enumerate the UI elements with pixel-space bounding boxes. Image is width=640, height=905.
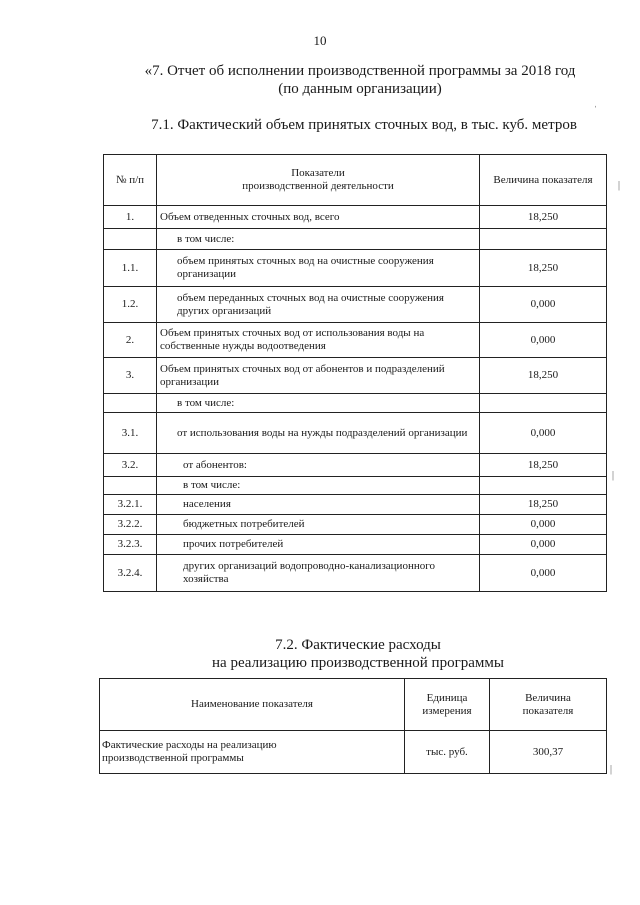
row-number-cell [104, 229, 157, 250]
row-indicator-cell: Объем отведенных сточных вод, всего [157, 206, 480, 229]
row-number-cell: 3.1. [104, 413, 157, 454]
row-number-cell: 3.2.4. [104, 555, 157, 592]
section-heading-7-1: 7.1. Фактический объем принятых сточных вод, в тыс. куб. метров [151, 117, 577, 133]
row-indicator-cell: от использования воды на нужды подразделений организации [157, 413, 480, 454]
table-row [104, 287, 607, 323]
header-unit-line2: измерения [422, 704, 472, 717]
section-heading-7-2-line1: 7.2. Фактические расходы [275, 637, 441, 653]
wastewater-volume-table [103, 154, 607, 592]
row-value-cell: 0,000 [480, 515, 607, 535]
row-value-cell [480, 229, 607, 250]
row-value-cell: 18,250 [480, 454, 607, 477]
row-number-cell [104, 477, 157, 495]
row-indicator-cell: в том числе: [157, 394, 480, 413]
table1-header-row [104, 155, 607, 206]
header-value-2-line2: показателя [522, 704, 574, 717]
row-number-cell: 3.2.1. [104, 495, 157, 515]
table2-header-row [100, 679, 607, 731]
table-row [104, 413, 607, 454]
row-value-cell: 18,250 [480, 250, 607, 287]
section-heading-7-2-line2: на реализацию производственной программы [212, 655, 504, 671]
report-heading-line2: (по данным организации) [278, 81, 442, 97]
header-indicator-line2: производственной деятельности [242, 180, 394, 192]
expense-name-line1: Фактические расходы на реализацию [102, 739, 277, 751]
row-number-cell: 2. [104, 323, 157, 358]
table-row [104, 555, 607, 592]
header-indicator-line1: Показатели [291, 167, 345, 179]
row-value-cell: 0,000 [480, 555, 607, 592]
row-number-cell: 3.2.2. [104, 515, 157, 535]
row-value-cell: 18,250 [480, 206, 607, 229]
expense-name-line2: производственной программы [102, 752, 244, 764]
row-value-cell: 0,000 [480, 535, 607, 555]
row-value-cell: 18,250 [480, 495, 607, 515]
report-heading-line1: «7. Отчет об исполнении производственной программы за 2018 год [144, 63, 576, 79]
section-heading-7-2 [38, 636, 640, 672]
expenses-table [99, 678, 607, 774]
row-value-cell: 0,000 [480, 323, 607, 358]
table-row [104, 206, 607, 229]
header-num: № п/п [104, 155, 157, 206]
expense-name-cell [100, 731, 405, 774]
table1-body [104, 206, 607, 592]
row-value-cell: 0,000 [480, 287, 607, 323]
row-indicator-cell: в том числе: [157, 229, 480, 250]
header-value-2-line1: Величина [525, 691, 571, 704]
row-number-cell: 1.2. [104, 287, 157, 323]
row-number-cell: 1. [104, 206, 157, 229]
report-heading [60, 62, 640, 98]
page-number: 10 [313, 33, 327, 48]
table-row [104, 358, 607, 394]
row-indicator-cell: от абонентов: [157, 454, 480, 477]
row-indicator-cell: бюджетных потребителей [157, 515, 480, 535]
row-value-cell: 18,250 [480, 358, 607, 394]
row-number-cell: 3. [104, 358, 157, 394]
table-row [104, 394, 607, 413]
table-row [104, 229, 607, 250]
table-row [104, 495, 607, 515]
table-row [100, 731, 607, 774]
table-row [104, 323, 607, 358]
row-number-cell [104, 394, 157, 413]
header-value-2 [490, 679, 607, 731]
table-row [104, 535, 607, 555]
row-number-cell: 3.2. [104, 454, 157, 477]
row-value-cell [480, 394, 607, 413]
row-indicator-cell: объем переданных сточных вод на очистные сооружения других организаций [157, 287, 480, 323]
row-number-cell: 3.2.3. [104, 535, 157, 555]
table-row [104, 477, 607, 495]
expense-value-cell: 300,37 [490, 731, 607, 774]
row-indicator-cell: прочих потребителей [157, 535, 480, 555]
row-indicator-cell: Объем принятых сточных вод от использования воды на собственные нужды водоотведения [157, 323, 480, 358]
header-indicator [157, 155, 480, 206]
table-row [104, 515, 607, 535]
table-row [104, 454, 607, 477]
header-value: Величина показателя [480, 155, 607, 206]
table-row [104, 250, 607, 287]
scan-speck: ˌ [594, 97, 598, 108]
row-indicator-cell: других организаций водопроводно-канализационного хозяйства [157, 555, 480, 592]
header-unit-line1: Единица [426, 691, 468, 704]
row-number-cell: 1.1. [104, 250, 157, 287]
row-indicator-cell: объем принятых сточных вод на очистные сооружения организации [157, 250, 480, 287]
scan-speck: | [618, 180, 621, 191]
row-value-cell [480, 477, 607, 495]
row-indicator-cell: населения [157, 495, 480, 515]
header-indicator-name: Наименование показателя [100, 679, 405, 731]
row-indicator-cell: в том числе: [157, 477, 480, 495]
row-indicator-cell: Объем принятых сточных вод от абонентов и подразделений организации [157, 358, 480, 394]
expense-unit-cell: тыс. руб. [405, 731, 490, 774]
row-value-cell: 0,000 [480, 413, 607, 454]
header-unit [405, 679, 490, 731]
scan-speck: | [610, 764, 613, 775]
scan-speck: | [612, 470, 615, 481]
